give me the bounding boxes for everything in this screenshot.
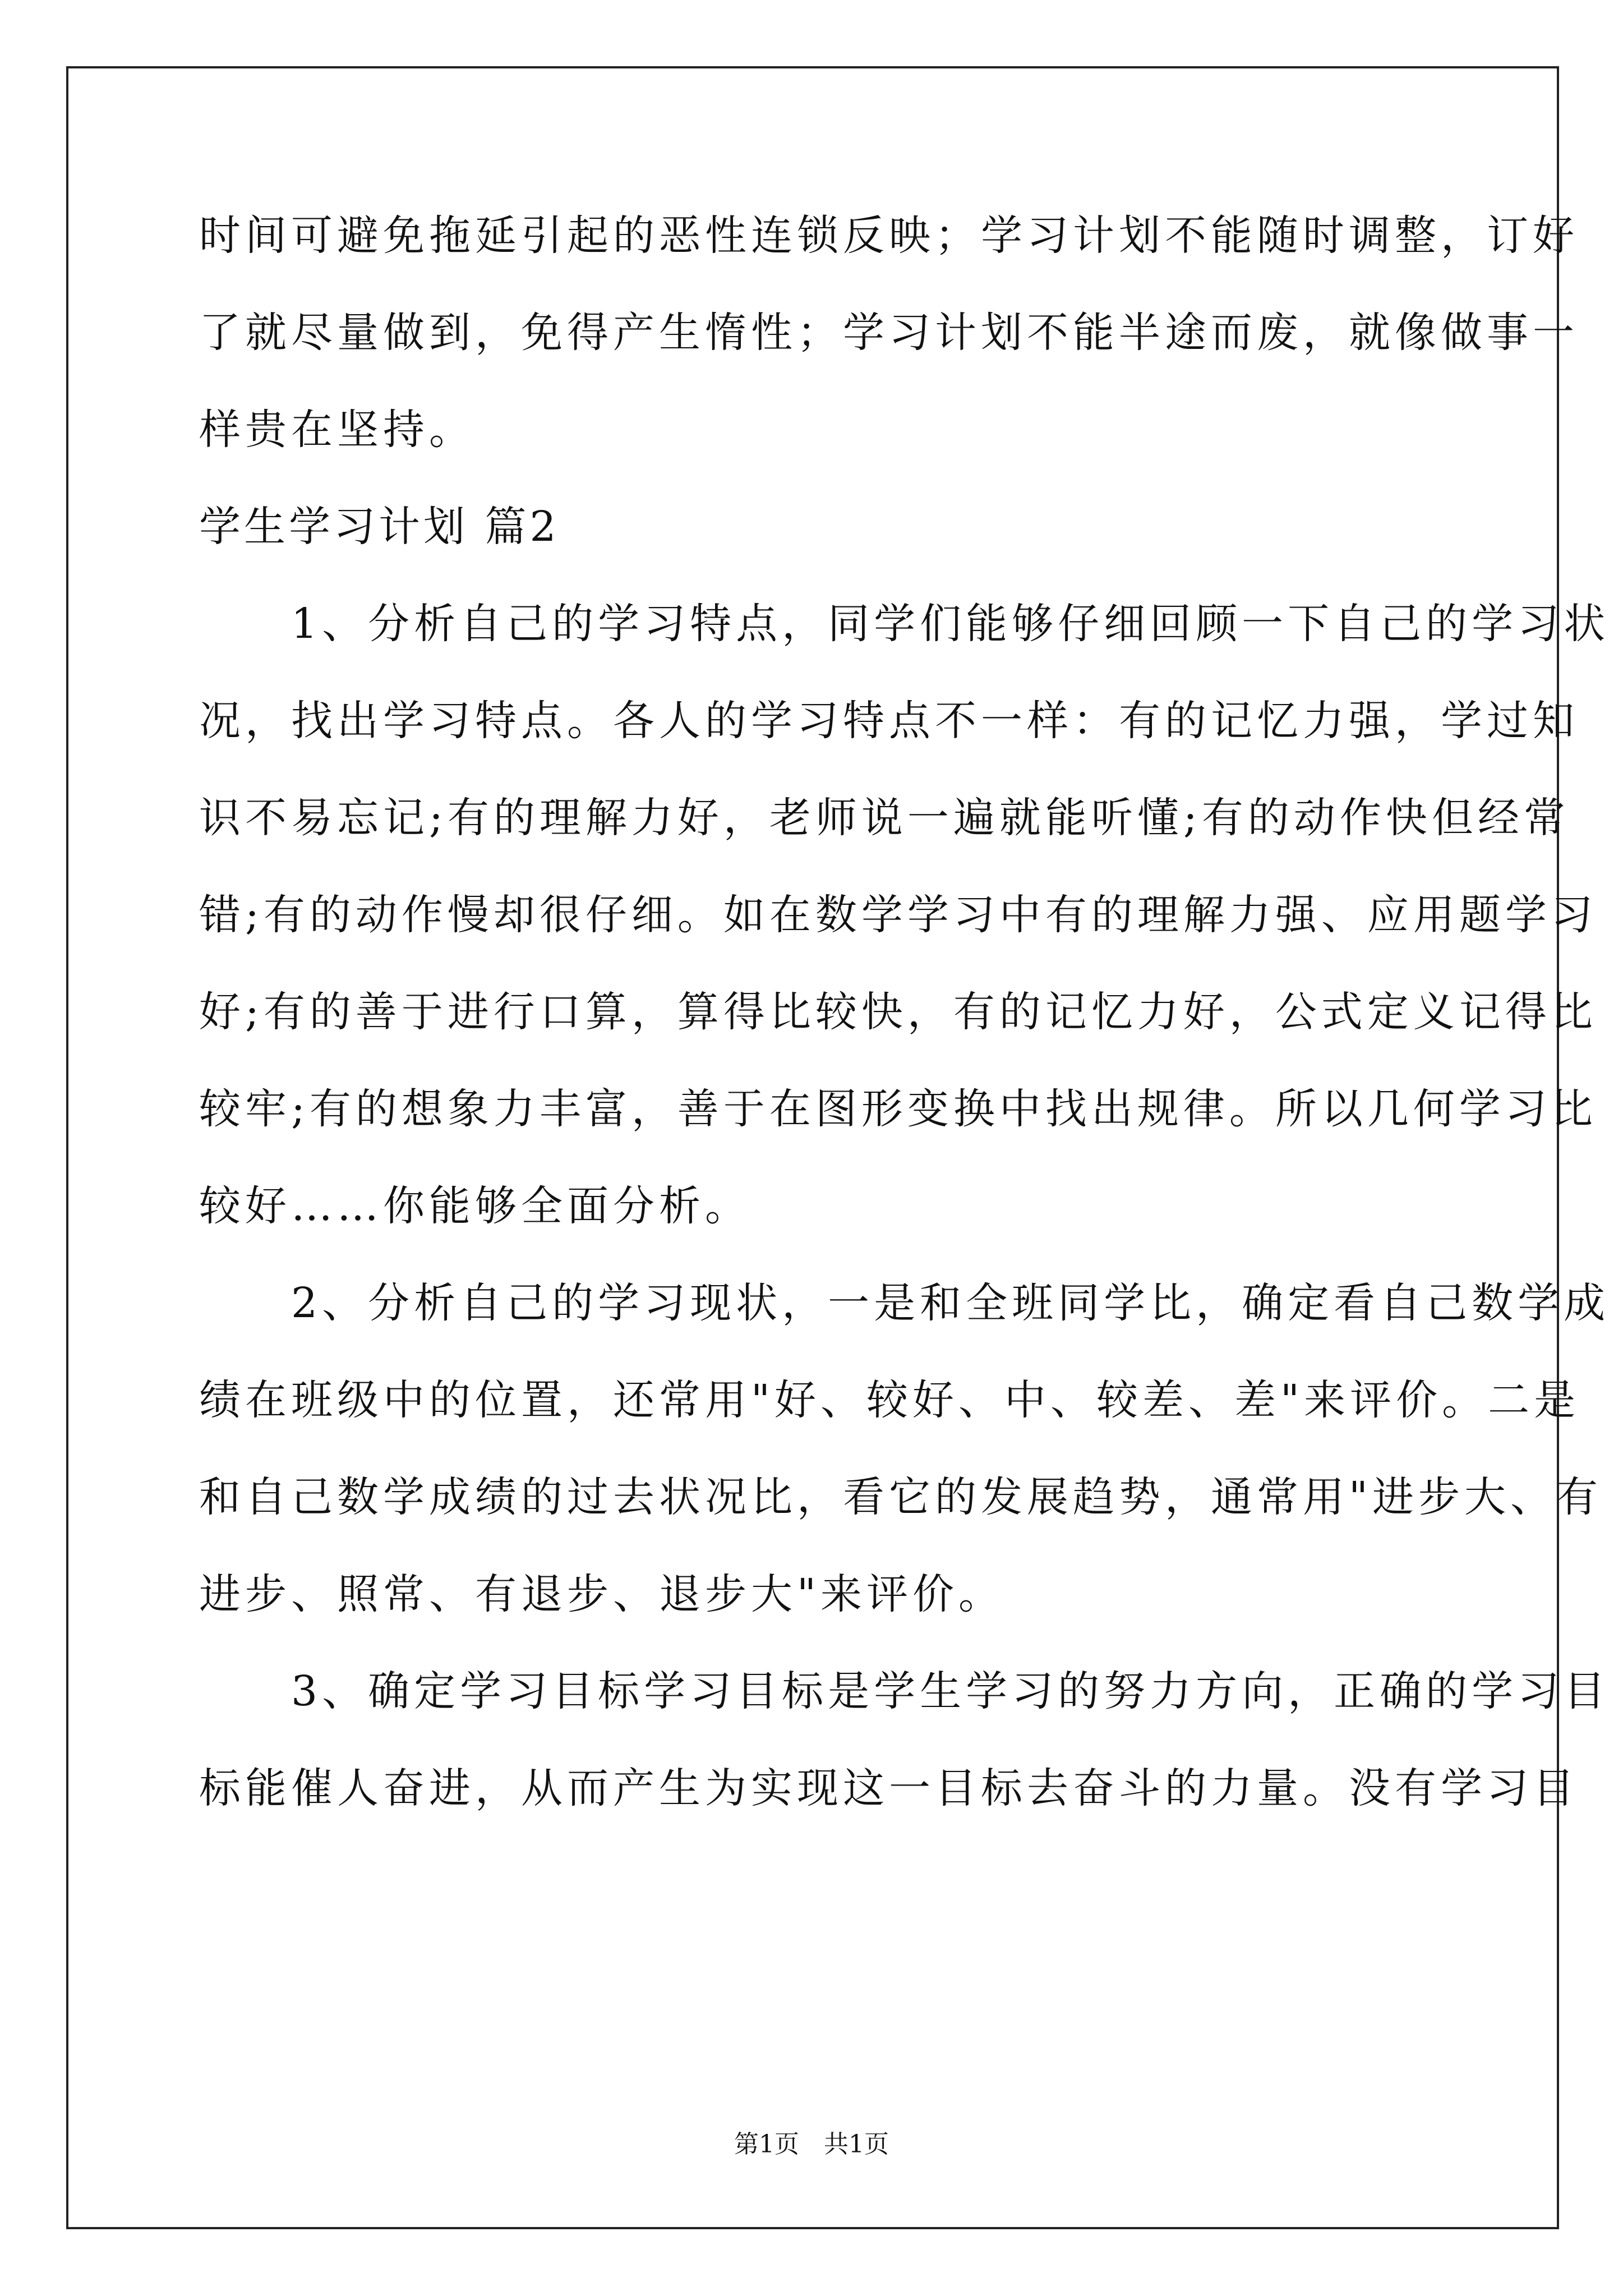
text-line: 样贵在坚持。 — [199, 406, 475, 454]
text-line: 1、分析自己的学习特点，同学们能够仔细回顾一下自己的学习状 — [199, 600, 1610, 648]
page-footer: 第1页 共1页 — [734, 2130, 889, 2159]
text-line: 2、分析自己的学习现状，一是和全班同学比，确定看自己数学成 — [199, 1279, 1610, 1327]
section-heading: 学生学习计划 篇2 — [199, 503, 560, 551]
text-line: 3、确定学习目标学习目标是学生学习的努力方向，正确的学习目 — [199, 1667, 1610, 1715]
text-line: 识不易忘记;有的理解力好，老师说一遍就能听懂;有的动作快但经常 — [199, 794, 1570, 842]
text-line: 错;有的动作慢却很仔细。如在数学学习中有的理解力强、应用题学习 — [199, 891, 1597, 939]
text-line: 了就尽量做到，免得产生惰性；学习计划不能半途而废，就像做事一 — [199, 309, 1579, 357]
page-frame — [66, 66, 1559, 2229]
text-line: 时间可避免拖延引起的恶性连锁反映；学习计划不能随时调整，订好 — [199, 211, 1579, 260]
text-line: 进步、照常、有退步、退步大"来评价。 — [199, 1570, 1005, 1618]
text-line: 况，找出学习特点。各人的学习特点不一样：有的记忆力强，学过知 — [199, 697, 1579, 745]
text-line: 较牢;有的想象力丰富，善于在图形变换中找出规律。所以几何学习比 — [199, 1085, 1597, 1133]
text-line: 绩在班级中的位置，还常用"好、较好、中、较差、差"来评价。二是 — [199, 1376, 1580, 1424]
text-line: 标能催人奋进，从而产生为实现这一目标去奋斗的力量。没有学习目 — [199, 1764, 1579, 1812]
text-line: 和自己数学成绩的过去状况比，看它的发展趋势，通常用"进步大、有 — [199, 1473, 1603, 1521]
text-line: 好;有的善于进行口算，算得比较快，有的记忆力好，公式定义记得比 — [199, 988, 1597, 1036]
text-line: 较好……你能够全面分析。 — [199, 1182, 751, 1230]
